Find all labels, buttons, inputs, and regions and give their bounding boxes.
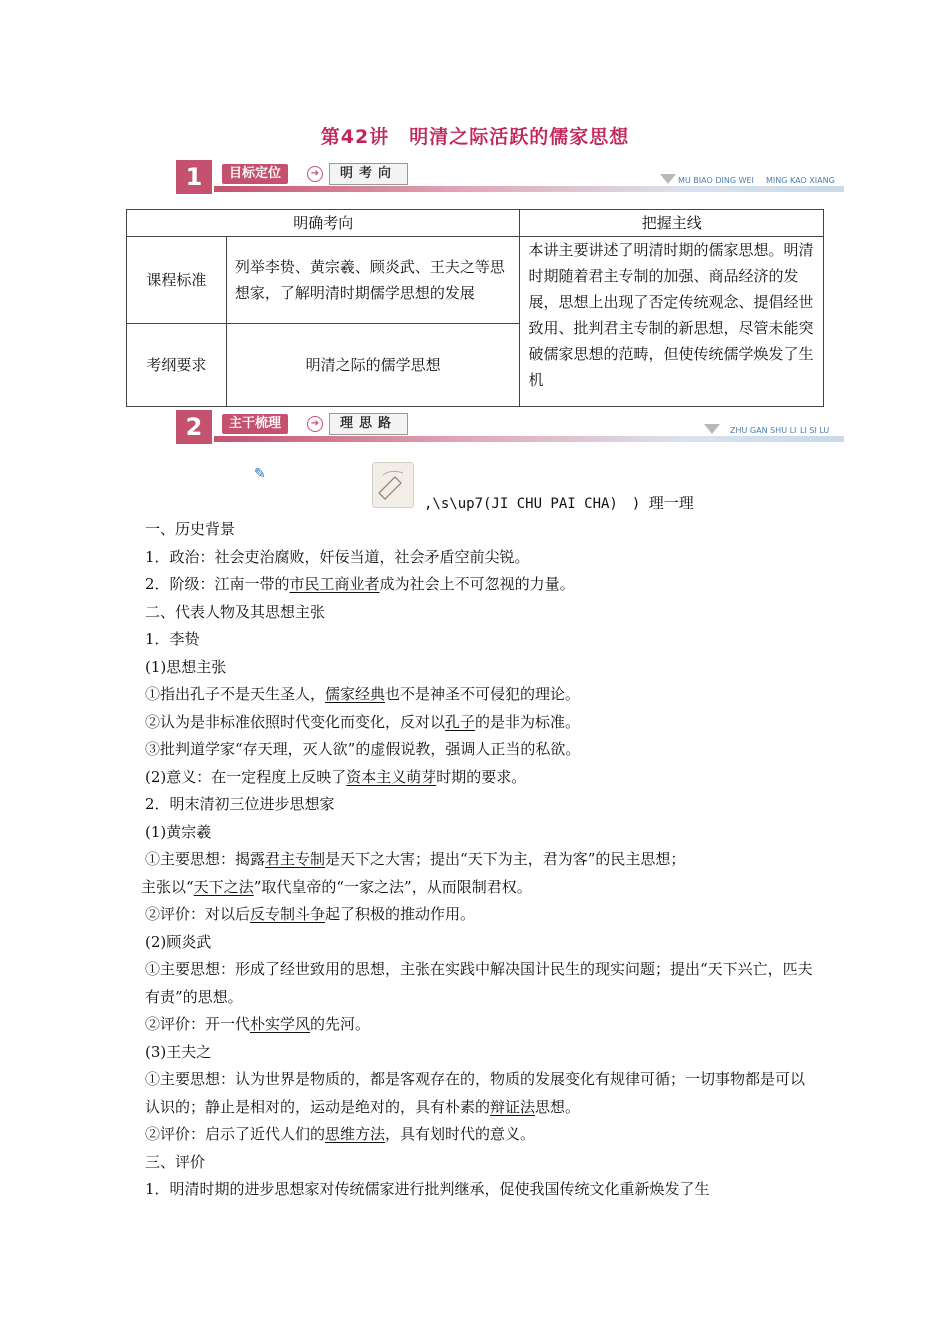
main-line-text: 本讲主要讲述了明清时期的儒家思想。明清时期随着君主专制的加强、商品经济的发展，思想上出现了否定传统观念、提倡经世致用、批判君主专制的新思想，尽管未能突破儒家思想的范畴，但使传统儒学焕发了生机 (520, 237, 824, 407)
row-label-course-standard: 课程标准 (127, 237, 227, 324)
field-code: ,\s\up7(JI CHU PAI CHA) ) (424, 496, 641, 512)
section-label: 目标定位 (222, 164, 288, 184)
text: ①主要思想：认为世界是物质的，都是客观存在的，物质的发展变化有规律可循；一切事物都是可以认识的；静止是相对的，运动是绝对的，具有朴素的 (145, 1070, 806, 1116)
row-text-exam-requirement: 明清之际的儒学思想 (226, 324, 520, 407)
key-term: 思维方法 (325, 1125, 386, 1143)
li-zhi-significance (145, 764, 813, 792)
banner-pinyin-a: ZHU GAN SHU LI (730, 426, 797, 435)
goal-table (126, 209, 824, 407)
text: ②评价：对以后 (145, 905, 251, 923)
outline-body (141, 516, 813, 1204)
text: ②评价：开一代 (145, 1015, 251, 1033)
pen-icon: ✎ (254, 466, 266, 482)
text: 2．阶级：江南一带的 (145, 575, 290, 593)
background-class (145, 571, 813, 599)
banner-bar (214, 436, 844, 442)
text: 是天下之大害；提出“天下为主，君为客”的民主思想； (325, 850, 686, 868)
illustration-caption (424, 492, 694, 513)
pin-icon (704, 424, 720, 434)
page-title: 第42讲 明清之际活跃的儒家思想 (320, 126, 630, 148)
note-illustration (254, 462, 420, 508)
text: ①主要思想：揭露 (145, 850, 266, 868)
gu-yanwu: (2)顾炎武 (145, 932, 212, 951)
wang-fuzhi: (3)王夫之 (145, 1042, 212, 1061)
key-term: 儒家经典 (325, 685, 386, 703)
key-term: 天下之法 (193, 877, 254, 896)
key-term: 君主专制 (265, 850, 326, 868)
gu-yanwu-thought: ①主要思想：形成了经世致用的思想，主张在实践中解决国计民生的现实问题；提出“天下兴亡，匹夫有责”的思想。 (145, 960, 813, 1006)
huang-zongxi-thought-cont (141, 874, 813, 902)
text: 也不是神圣不可侵犯的理论。 (385, 685, 581, 703)
text: 的先河。 (310, 1015, 371, 1033)
key-term: 资本主义萌芽 (346, 767, 437, 786)
key-term: 市民工商业者 (289, 575, 380, 593)
huang-zongxi-evaluation (145, 901, 813, 929)
banner-pinyin-b: MING KAO XIANG (766, 176, 835, 185)
section-sublabel: 明考向 (329, 163, 408, 185)
row-text-course-standard: 列举李贽、黄宗羲、顾炎武、王夫之等思想家，了解明清时期儒学思想的发展 (226, 237, 520, 324)
key-term: 朴实学风 (250, 1015, 311, 1033)
background-politics: 1．政治：社会吏治腐败，奸佞当道，社会矛盾空前尖锐。 (145, 547, 530, 566)
figure-li-zhi: 1．李贽 (145, 630, 200, 648)
key-term: 孔子 (445, 712, 476, 731)
section-sublabel: 理思路 (329, 413, 408, 435)
arrow-right-icon: ➔ (307, 166, 323, 182)
section-number: 1 (176, 160, 212, 194)
huang-zongxi-thought (145, 846, 813, 874)
section-banner-outline (176, 410, 844, 444)
text: ，具有划时代的意义。 (385, 1125, 536, 1143)
li-zhi-point-3: ③批判道学家“存天理，灭人欲”的虚假说教，强调人正当的私欲。 (145, 740, 581, 758)
key-term: 反专制斗争 (250, 905, 326, 923)
key-term: 辩证法 (490, 1097, 536, 1116)
section-label: 主干梳理 (222, 414, 288, 434)
caption-text: 理一理 (648, 494, 694, 512)
heading-evaluation: 三、评价 (145, 1152, 206, 1171)
text: ②认为是非标准依照时代变化而变化，反对以 (145, 712, 446, 731)
evaluation-1: 1．明清时期的进步思想家对传统儒家进行批判继承，促使我国传统文化重新焕发了生 (145, 1180, 710, 1198)
section-number: 2 (176, 410, 212, 444)
li-zhi-point-1 (145, 681, 813, 709)
heading-background: 一、历史背景 (145, 520, 236, 538)
text: ”取代皇帝的“一家之法”，从而限制君权。 (253, 877, 532, 896)
table-header-left: 明确考向 (127, 210, 520, 237)
wang-fuzhi-evaluation (145, 1121, 813, 1149)
text: 起了积极的推动作用。 (325, 905, 476, 923)
table-header-right: 把握主线 (520, 210, 824, 237)
li-zhi-subheading: (1)思想主张 (145, 657, 227, 676)
text: 思想。 (535, 1097, 581, 1116)
li-zhi-point-2 (145, 709, 813, 737)
text: ①指出孔子不是天生圣人， (145, 685, 326, 703)
text: 成为社会上不可忽视的力量。 (379, 575, 575, 593)
pin-icon (660, 174, 676, 184)
row-label-exam-requirement: 考纲要求 (127, 324, 227, 407)
banner-pinyin-b: LI SI LU (800, 426, 830, 435)
heading-figures: 二、代表人物及其思想主张 (145, 602, 326, 621)
text: 的是非为标准。 (475, 712, 581, 731)
arrow-right-icon: ➔ (307, 416, 323, 432)
gu-yanwu-evaluation (145, 1011, 813, 1039)
wang-fuzhi-thought (145, 1066, 813, 1121)
banner-pinyin-a: MU BIAO DING WEI (678, 176, 754, 185)
three-thinkers: 2．明末清初三位进步思想家 (145, 795, 335, 813)
text: ②评价：启示了近代人们的 (145, 1125, 326, 1143)
notebook-icon (372, 462, 414, 508)
text: 主张以“ (141, 877, 194, 896)
banner-bar (214, 186, 844, 192)
section-banner-goal (176, 160, 844, 194)
text: (2)意义：在一定程度上反映了 (145, 767, 347, 786)
text: 时期的要求。 (436, 767, 527, 786)
huang-zongxi: (1)黄宗羲 (145, 822, 212, 841)
